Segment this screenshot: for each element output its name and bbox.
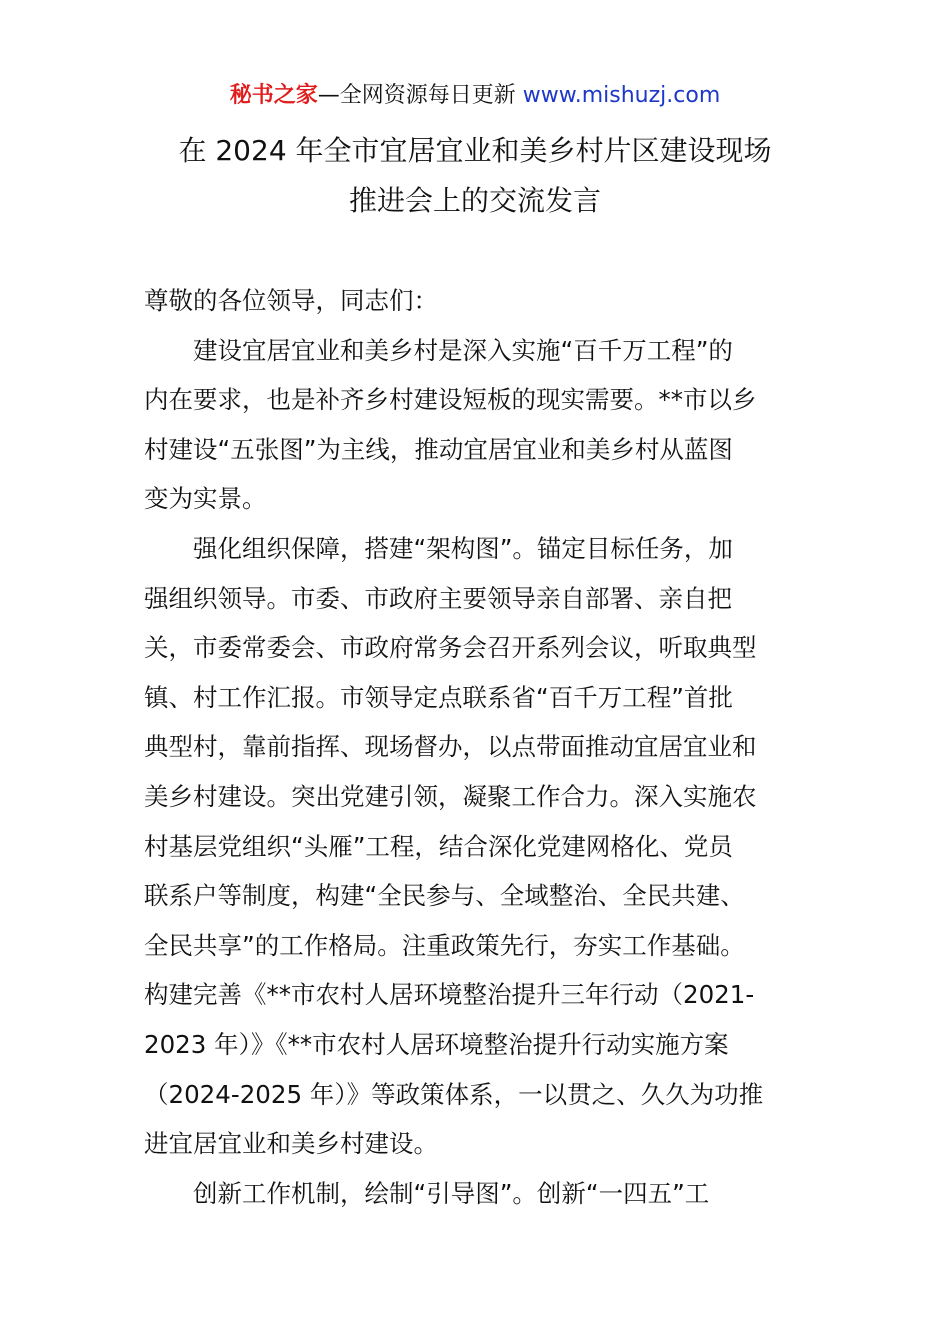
paragraph-2-line: 关，市委常委会、市政府常务会召开系列会议，听取典型 xyxy=(144,633,757,663)
paragraph-1-line: 建设宜居宜业和美乡村是深入实施“百千万工程”的 xyxy=(193,335,733,365)
paragraph-2-line: 全民共享”的工作格局。注重政策先行，夯实工作基础。 xyxy=(144,930,745,960)
title-line-1: 在 2024 年全市宜居宜业和美乡村片区建设现场 xyxy=(178,134,772,167)
site-tagline: —全网资源每日更新 xyxy=(317,83,523,108)
document-body xyxy=(144,276,808,1218)
paragraph-2-line: 强组织领导。市委、市政府主要领导亲自部署、亲自把 xyxy=(144,583,732,613)
paragraph-2-line: 村基层党组织“头雁”工程，结合深化党建网格化、党员 xyxy=(144,831,733,861)
paragraph-2-line: （2024-2025 年）》等政策体系，一以贯之、久久为功推 xyxy=(144,1079,764,1109)
paragraph-2-line: 典型村，靠前指挥、现场督办，以点带面推动宜居宜业和 xyxy=(144,732,757,762)
paragraph-2-line: 联系户等制度，构建“全民参与、全域整治、全民共建、 xyxy=(144,881,745,911)
paragraph-2-line: 2023 年）》《**市农村人居环境整治提升行动实施方案 xyxy=(144,1029,729,1059)
paragraph-1-line: 变为实景。 xyxy=(144,484,267,514)
paragraph-2-line: 构建完善《**市农村人居环境整治提升三年行动（2021- xyxy=(144,980,755,1010)
document-title xyxy=(0,126,950,226)
paragraph-1-line: 内在要求，也是补齐乡村建设短板的现实需要。**市以乡 xyxy=(144,385,757,415)
salutation: 尊敬的各位领导，同志们： xyxy=(144,286,438,315)
paragraph-3-line: 创新工作机制，绘制“引导图”。创新“一四五”工 xyxy=(193,1178,710,1208)
site-brand: 秘书之家 xyxy=(229,83,318,108)
paragraph-1-line: 村建设“五张图”为主线，推动宜居宜业和美乡村从蓝图 xyxy=(144,434,733,464)
paragraph-2-line: 强化组织保障，搭建“架构图”。锚定目标任务，加 xyxy=(193,533,733,563)
title-line-2: 推进会上的交流发言 xyxy=(348,184,601,217)
paragraph-2-line: 镇、村工作汇报。市领导定点联系省“百千万工程”首批 xyxy=(144,682,733,712)
site-header xyxy=(0,80,950,112)
paragraph-2-line: 美乡村建设。突出党建引领，凝聚工作合力。深入实施农 xyxy=(144,781,757,811)
paragraph-2-line: 进宜居宜业和美乡村建设。 xyxy=(144,1129,438,1159)
site-url[interactable]: www.mishuzj.com xyxy=(522,83,721,108)
